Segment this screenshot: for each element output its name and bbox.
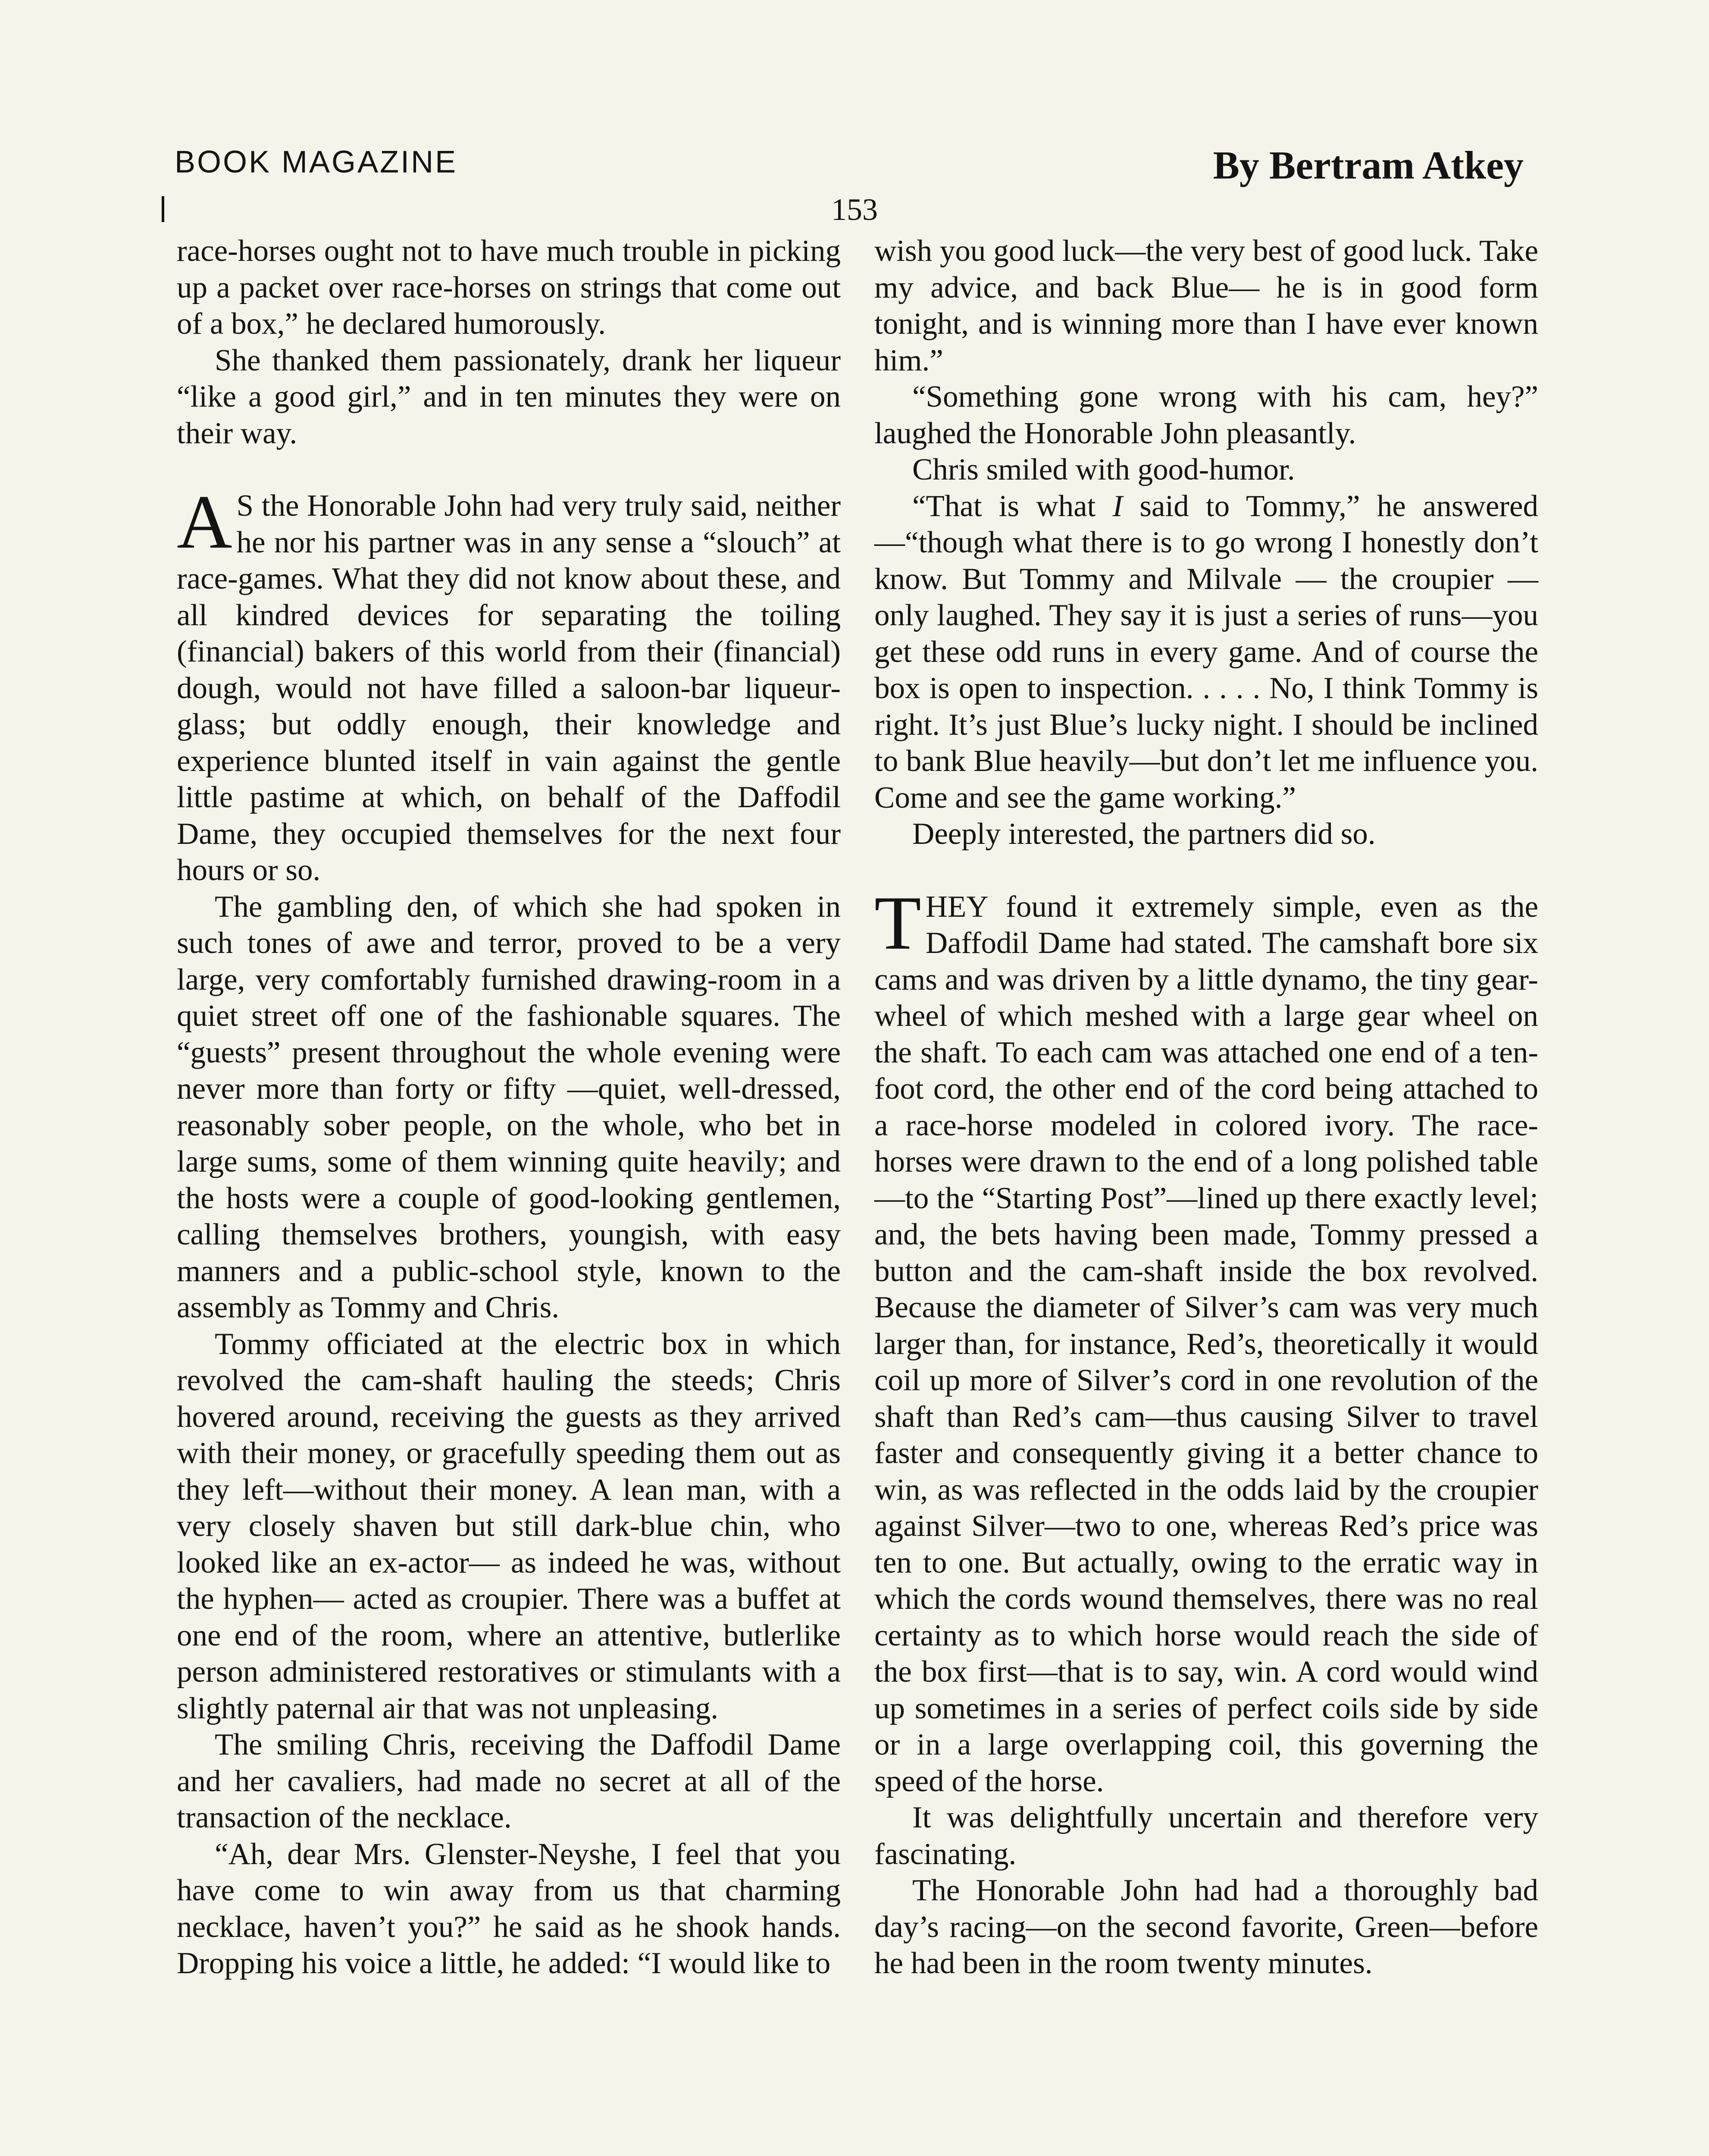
paragraph: She thanked them passionately, drank her liqueur “like a good girl,” and in ten minutes they were on their way.: [177, 343, 841, 450]
paragraph: Chris smiled with good-humor.: [912, 453, 1295, 486]
paragraph: The Honorable John had had a thoroughly bad day’s racing—on the second favorite, Green—before he had been in the room twenty minutes.: [874, 1874, 1538, 1980]
paragraph: wish you good luck—the very best of good luck. Take my advice, and back Blue— he is in good form tonight, and is winning more than I have ever known him.”: [874, 234, 1538, 377]
paragraph-text: said to Tommy,” he answered—“though what there is to go wrong I honestly don’t know. But Tommy and Milvale — the croupier — only laughed. They say it is just a series of runs—you get these odd runs in every game. And of course the box is open to inspection. . . . . No, I think Tommy is right. It’s just Blue’s lucky night. I should be inclined to bank Blue heavily—but don’t let me influence you. Come and see the game working.”: [874, 489, 1538, 815]
italic-word: I: [1112, 489, 1123, 523]
paragraph-text: found it extremely simple, even as the Daffodil Dame had stated. The camshaft bore six cams and was driven by a little dynamo, the tiny gear-wheel of which meshed with a large gear wheel on the shaft. To each cam was attached one end of a ten-foot cord, the other end of the cord being attached to a race-horse modeled in colored ivory. The race-horses were drawn to the end of a long polished table—to the “Starting Post”—lined up there exactly level; and, the bets having been made, Tommy pressed a button and the cam-shaft inside the box revolved. Because the diameter of Silver’s cam was very much larger than, for instance, Red’s, theoretically it would coil up more of Silver’s cord in one revolution of the shaft than Red’s cam—thus causing Silver to travel faster and consequently giving it a better chance to win, as was reflected in the odds laid by the croupier against Silver—two to one, whereas Red’s price was ten to one. But actually, owing to the erratic way in which the cords wound themselves, there was no real certainty as to which horse would reach the side of the box first—that is to say, win. A cord would wind up sometimes in a series of perfect coils side by side or in a large overlapping coil, this governing the speed of the horse.: [874, 890, 1538, 1798]
author-byline: By Bertram Atkey: [1213, 143, 1524, 187]
drop-cap: A: [177, 479, 232, 564]
page-number: 153: [831, 192, 878, 227]
lead-in: HEY: [925, 890, 988, 924]
paragraph: “Ah, dear Mrs. Glenster-Neyshe, I feel that you have come to win away from us that charming necklace, haven’t you?” he said as he shook hands. Dropping his voice a little, he added: “I would like to: [177, 1837, 841, 1980]
paragraph: Deeply interested, the partners did so.: [912, 817, 1376, 851]
magazine-title: BOOK MAGAZINE: [175, 145, 458, 179]
text-column-left: [177, 233, 841, 1982]
text-column-right: [874, 233, 1538, 1982]
paragraph: [874, 488, 1538, 816]
paragraph: race-horses ought not to have much trouble in picking up a packet over race-horses on strings that come out of a box,” he declared humorously.: [177, 234, 841, 341]
drop-cap: T: [874, 880, 921, 965]
paragraph: Tommy officiated at the electric box in which revolved the cam-shaft hauling the steeds; Chris hovered around, receiving the guests as they arrived with their money, or gracefully speeding them out as they left—without their money. A lean man, with a very closely shaven but still dark-blue chin, who looked like an ex-actor— as indeed he was, without the hyphen— acted as croupier. There was a buffet at one end of the room, where an attentive, butlerlike person administered restoratives or stimulants with a slightly paternal air that was not unpleasing.: [177, 1327, 841, 1725]
paragraph: It was delightfully uncertain and therefore very fascinating.: [874, 1801, 1538, 1871]
paragraph: The smiling Chris, receiving the Daffodil Dame and her cavaliers, had made no secret at all of the transaction of the necklace.: [177, 1728, 841, 1834]
lead-in: S: [236, 489, 254, 523]
paragraph: “Something gone wrong with his cam, hey?” laughed the Honorable John pleasantly.: [874, 380, 1538, 450]
section-opening-paragraph: [874, 880, 1538, 1800]
paragraph-text: the Honorable John had very truly said, neither he nor his partner was in any sense a “slouch” at race-games. What they did not know about these, and all kindred devices for separating the toiling (financial) bakers of this world from their (financial) dough, would not have filled a saloon-bar liqueur-glass; but oddly enough, their knowledge and experience blunted itself in vain against the gentle little pastime at which, on behalf of the Daffodil Dame, they occupied themselves for the next four hours or so.: [177, 489, 841, 887]
paragraph: The gambling den, of which she had spoken in such tones of awe and terror, proved to be a very large, very comfortably furnished drawing-room in a quiet street off one of the fashionable squares. The “guests” present throughout the whole evening were never more than forty or fifty —quiet, well-dressed, reasonably sober people, on the whole, who bet in large sums, some of them winning quite heavily; and the hosts were a couple of good-looking gentlemen, calling themselves brothers, youngish, with easy manners and a public-school style, known to the assembly as Tommy and Chris.: [177, 890, 841, 1324]
paragraph-text: “That is what: [912, 489, 1113, 523]
section-opening-paragraph: [177, 479, 841, 889]
